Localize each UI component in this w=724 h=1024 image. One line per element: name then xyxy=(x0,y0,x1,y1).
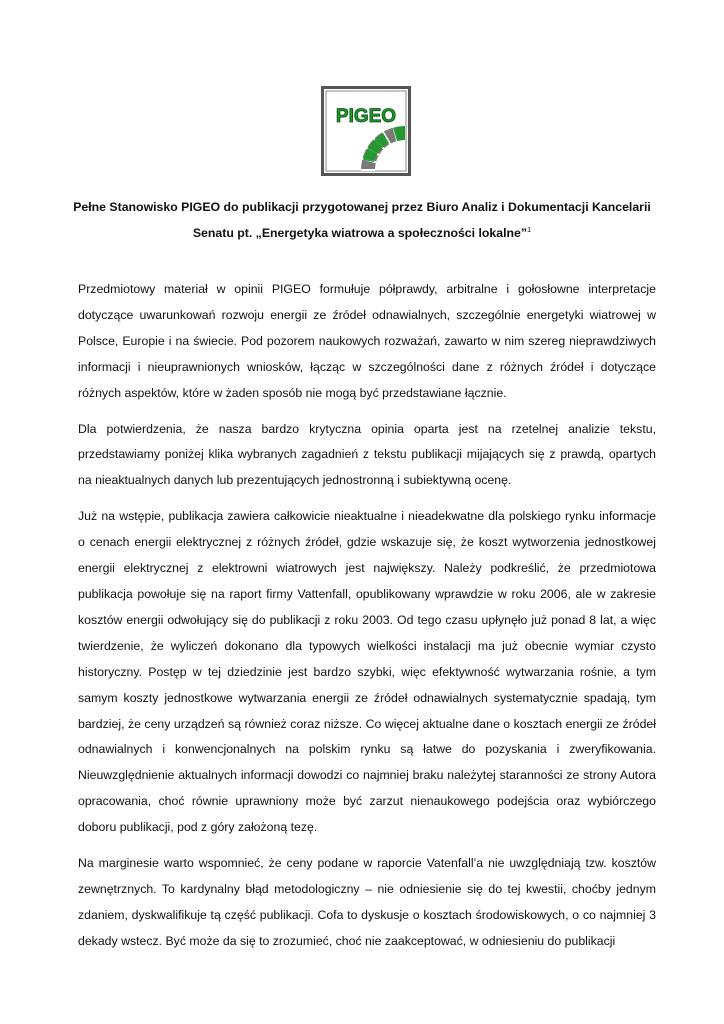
pigeo-logo-icon xyxy=(321,86,411,176)
document-title xyxy=(60,194,664,246)
paragraph: Przedmiotowy materiał w opinii PIGEO formułuje półprawdy, arbitralne i gołosłowne interpretacje dotyczące uwarunkowań rozwoju energii ze źródeł odnawialnych, szczególnie energetyki wiatrowej w Polsce, Europie i na świecie. Pod pozorem naukowych rozważań, zawarto w nim szereg nieprawdziwych informacji i nieuprawnionych wniosków, łącząc w szczególności dane z różnych źródeł i dotyczące różnych aspektów, które w żaden sposób nie mogą być przedstawiane łącznie. xyxy=(78,282,656,400)
svg-text:PIGEO: PIGEO xyxy=(335,106,397,127)
paragraph: Na marginesie warto wspomnieć, że ceny podane w raporcie Vatenfall’a nie uwzględniają tzw. kosztów zewnętrznych. To kardynalny błąd metodologiczny – nie odniesienie się do tej kwestii, choćby jednym zdaniem, dyskwalifikuje tą część publikacji. Cofa to dyskusje o kosztach środowiskowych, o co najmniej 3 dekady wstecz. Być może da się to zrozumieć, choć nie zaakceptować, w odniesieniu do publikacji xyxy=(78,856,656,948)
document-body xyxy=(78,277,656,965)
footnote-reference[interactable]: 1 xyxy=(527,224,532,234)
paragraph: Dla potwierdzenia, że nasza bardzo krytyczna opinia oparta jest na rzetelnej analizie tekstu, przedstawiamy poniżej klika wybranych zagadnień z tekstu publikacji mijających się z prawdą, opartych na nieaktualnych danych lub prezentujących jednostronną i subiektywną ocenę. xyxy=(78,421,656,488)
title-line-2: Senatu pt. „Energetyka wiatrowa a społeczności lokalne” xyxy=(192,226,527,240)
paragraph: Już na wstępie, publikacja zawiera całkowicie nieaktualne i nieadekwatne dla polskiego rynku informacje o cenach energii elektrycznej z różnych źródeł, gdzie wskazuje się, że koszt wytworzenia jednostkowej energii elektrycznej z elektrowni wiatrowych jest największy. Należy podkreślić, że przedmiotowa publikacja powołuje się na raport firmy Vattenfall, opublikowany wprawdzie w roku 2006, ale w zakresie kosztów energii odwołujący się do publikacji z roku 2003. Od tego czasu upłynęło już ponad 8 lat, a więc twierdzenie, że wyliczeń dokonano dla typowych wielkości instalacji ma już obecnie wymiar czysto historyczny. Postęp w tej dziedzinie jest bardzo szybki, więc efektywność wytwarzania rośnie, a tym samym koszty jednostkowe wytwarzania energii ze źródeł odnawialnych systematycznie spadają, tym bardziej, że ceny urządzeń są również coraz niższe. Co więcej aktualne dane o kosztach energii ze źródeł odnawialnych i konwencjonalnych na polskim rynku są łatwe do pozyskania i zweryfikowania. Nieuwzględnienie aktualnych informacji dowodzi co najmniej braku należytej staranności ze strony Autora opracowania, choć równie uprawniony może być zarzut nienaukowego podejścia oraz wybiórczego doboru publikacji, pod z góry założoną tezę. xyxy=(78,509,656,835)
pigeo-logo xyxy=(321,86,411,176)
title-line-1: Pełne Stanowisko PIGEO do publikacji przygotowanej przez Biuro Analiz i Dokumentacji Kancelarii xyxy=(73,200,651,214)
